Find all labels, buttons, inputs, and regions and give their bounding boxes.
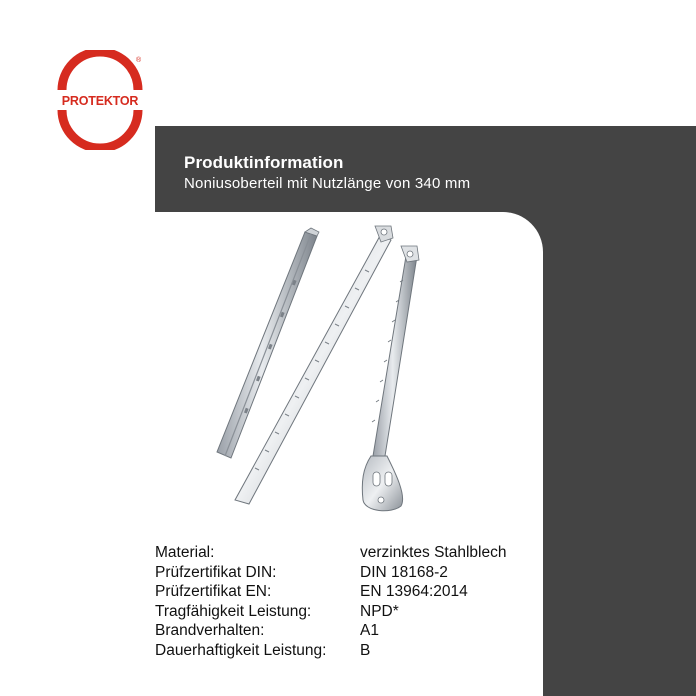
product-image [195,220,455,520]
spec-value: EN 13964:2014 [360,583,468,601]
header [184,152,470,194]
spec-row-material [155,543,506,563]
spec-row-en-certificate [155,582,506,602]
spec-row-din-certificate [155,563,506,583]
spec-label: Prüfzertifikat EN: [155,583,272,601]
spec-row-load-capacity [155,602,506,622]
spec-value: B [360,641,371,659]
rail-channel-left [217,228,319,458]
spec-value: A1 [360,622,379,640]
spec-row-fire-behavior [155,621,506,641]
spec-label: Dauerhaftigkeit Leistung: [155,641,327,659]
page-title: Produktinformation [184,153,344,172]
spec-row-durability [155,641,506,661]
spec-value: DIN 18168-2 [360,563,448,581]
spec-value: NPD* [360,602,399,620]
spec-value: verzinktes Stahlblech [360,544,507,561]
spec-label: Prüfzertifikat DIN: [155,563,277,581]
svg-text:PROTEKTOR: PROTEKTOR [61,94,139,108]
spec-label: Tragfähigkeit Leistung: [155,602,312,620]
spec-label: Material: [155,544,215,561]
page-subtitle: Noniusoberteil mit Nutzlänge von 340 mm [184,175,471,192]
rail-strip-with-plate [362,246,419,511]
protektor-logo-icon [50,50,150,150]
svg-text:®: ® [136,57,142,64]
spec-label: Brandverhalten: [155,622,265,640]
galvanized-steel-rails-icon [195,220,455,520]
product-specs [155,543,506,661]
protektor-logo [50,50,150,150]
